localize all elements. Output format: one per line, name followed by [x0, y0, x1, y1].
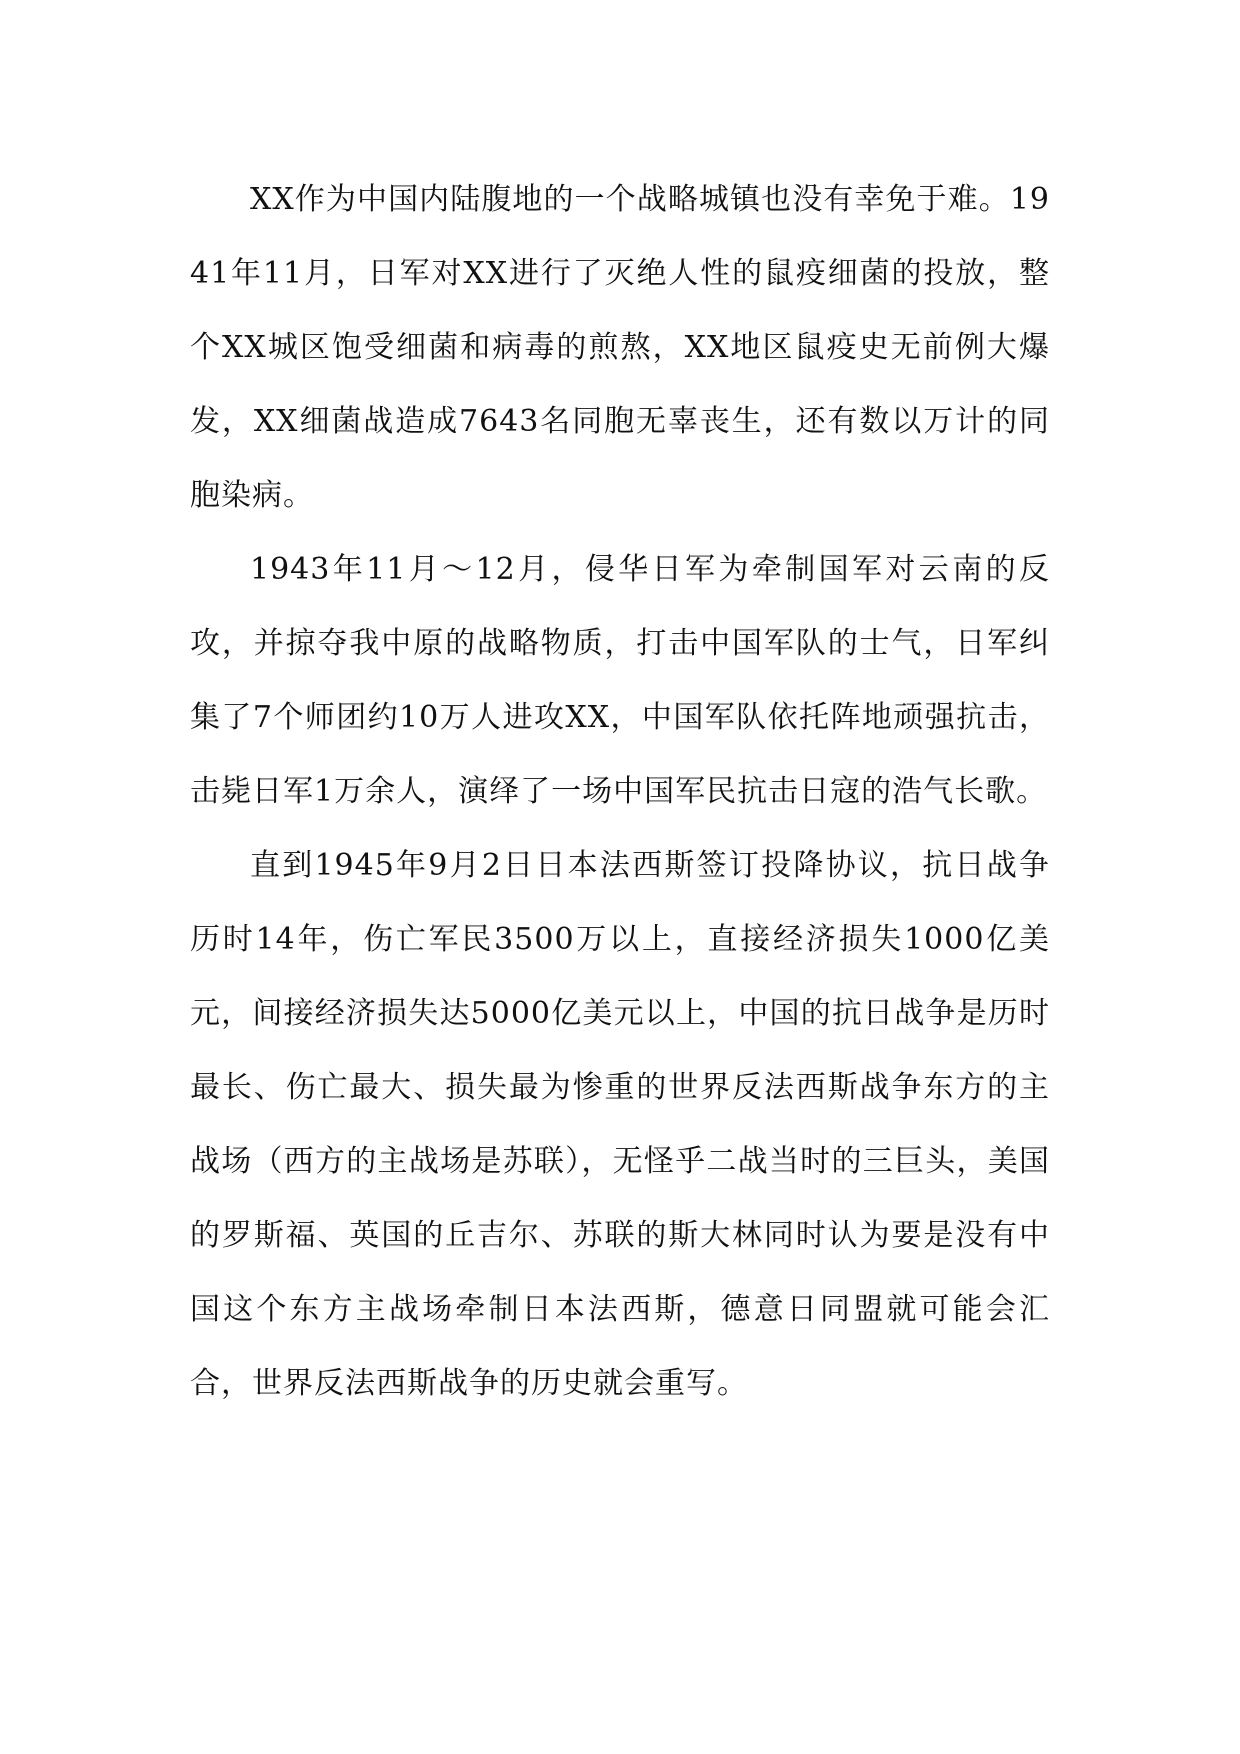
- paragraph-3: 直到1945年9月2日日本法西斯签订投降协议，抗日战争历时14年，伤亡军民3500万以上，直接经济损失1000亿美元，间接经济损失达5000亿美元以上，中国的抗日战争是历时最长、伤亡最大、损失最为惨重的世界反法西斯战争东方的主战场（西方的主战场是苏联），无怪乎二战当时的三巨头，美国的罗斯福、英国的丘吉尔、苏联的斯大林同时认为要是没有中国这个东方主战场牵制日本法西斯，德意日同盟就可能会汇合，世界反法西斯战争的历史就会重写。: [190, 848, 1050, 1401]
- paragraph-1: XX作为中国内陆腹地的一个战略城镇也没有幸免于难。1941年11月，日军对XX进行了灭绝人性的鼠疫细菌的投放，整个XX城区饱受细菌和病毒的煎熬，XX地区鼠疫史无前例大爆发，XX细菌战造成7643名同胞无辜丧生，还有数以万计的同胞染病。: [190, 182, 1050, 513]
- paragraph-2: 1943年11月～12月，侵华日军为牵制国军对云南的反攻，并掠夺我中原的战略物质，打击中国军队的士气，日军纠集了7个师团约10万人进攻XX，中国军队依托阵地顽强抗击，击毙日军1万余人，演绎了一场中国军民抗击日寇的浩气长歌。: [190, 552, 1050, 809]
- document-body: [190, 163, 1050, 1421]
